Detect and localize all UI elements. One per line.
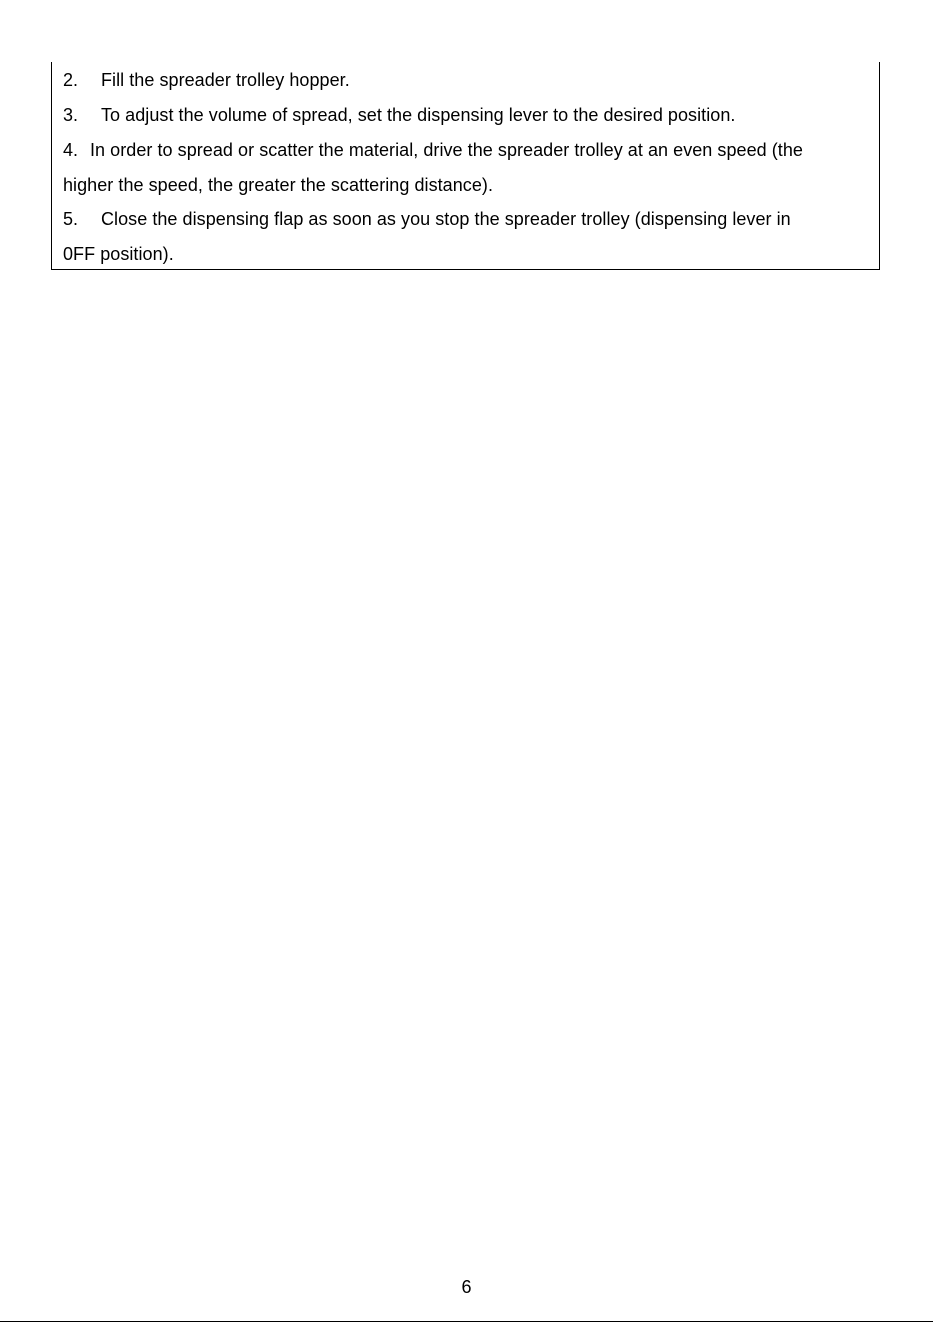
step-2 bbox=[63, 69, 350, 91]
step-4-text-line-2: higher the speed, the greater the scattering distance). bbox=[63, 175, 494, 195]
page-number: 6 bbox=[461, 1277, 472, 1297]
step-4 bbox=[63, 139, 803, 161]
step-3-text: To adjust the volume of spread, set the dispensing lever to the desired position. bbox=[101, 105, 736, 125]
instructions-box bbox=[51, 62, 880, 270]
step-5-text-line-2: 0FF position). bbox=[63, 244, 174, 264]
step-5-continuation bbox=[63, 243, 174, 265]
step-5 bbox=[63, 208, 791, 230]
step-3-number: 3. bbox=[63, 105, 79, 125]
step-4-text-line-1: In order to spread or scatter the material, drive the spreader trolley at an even speed (the bbox=[90, 140, 803, 160]
step-2-number: 2. bbox=[63, 70, 79, 90]
step-5-number: 5. bbox=[63, 209, 79, 229]
step-4-number: 4. bbox=[63, 140, 79, 160]
footer-rule bbox=[0, 1321, 933, 1322]
step-5-text-line-1: Close the dispensing flap as soon as you stop the spreader trolley (dispensing lever in bbox=[101, 209, 791, 229]
step-3 bbox=[63, 104, 735, 126]
step-2-text: Fill the spreader trolley hopper. bbox=[101, 70, 350, 90]
step-4-continuation bbox=[63, 174, 493, 196]
